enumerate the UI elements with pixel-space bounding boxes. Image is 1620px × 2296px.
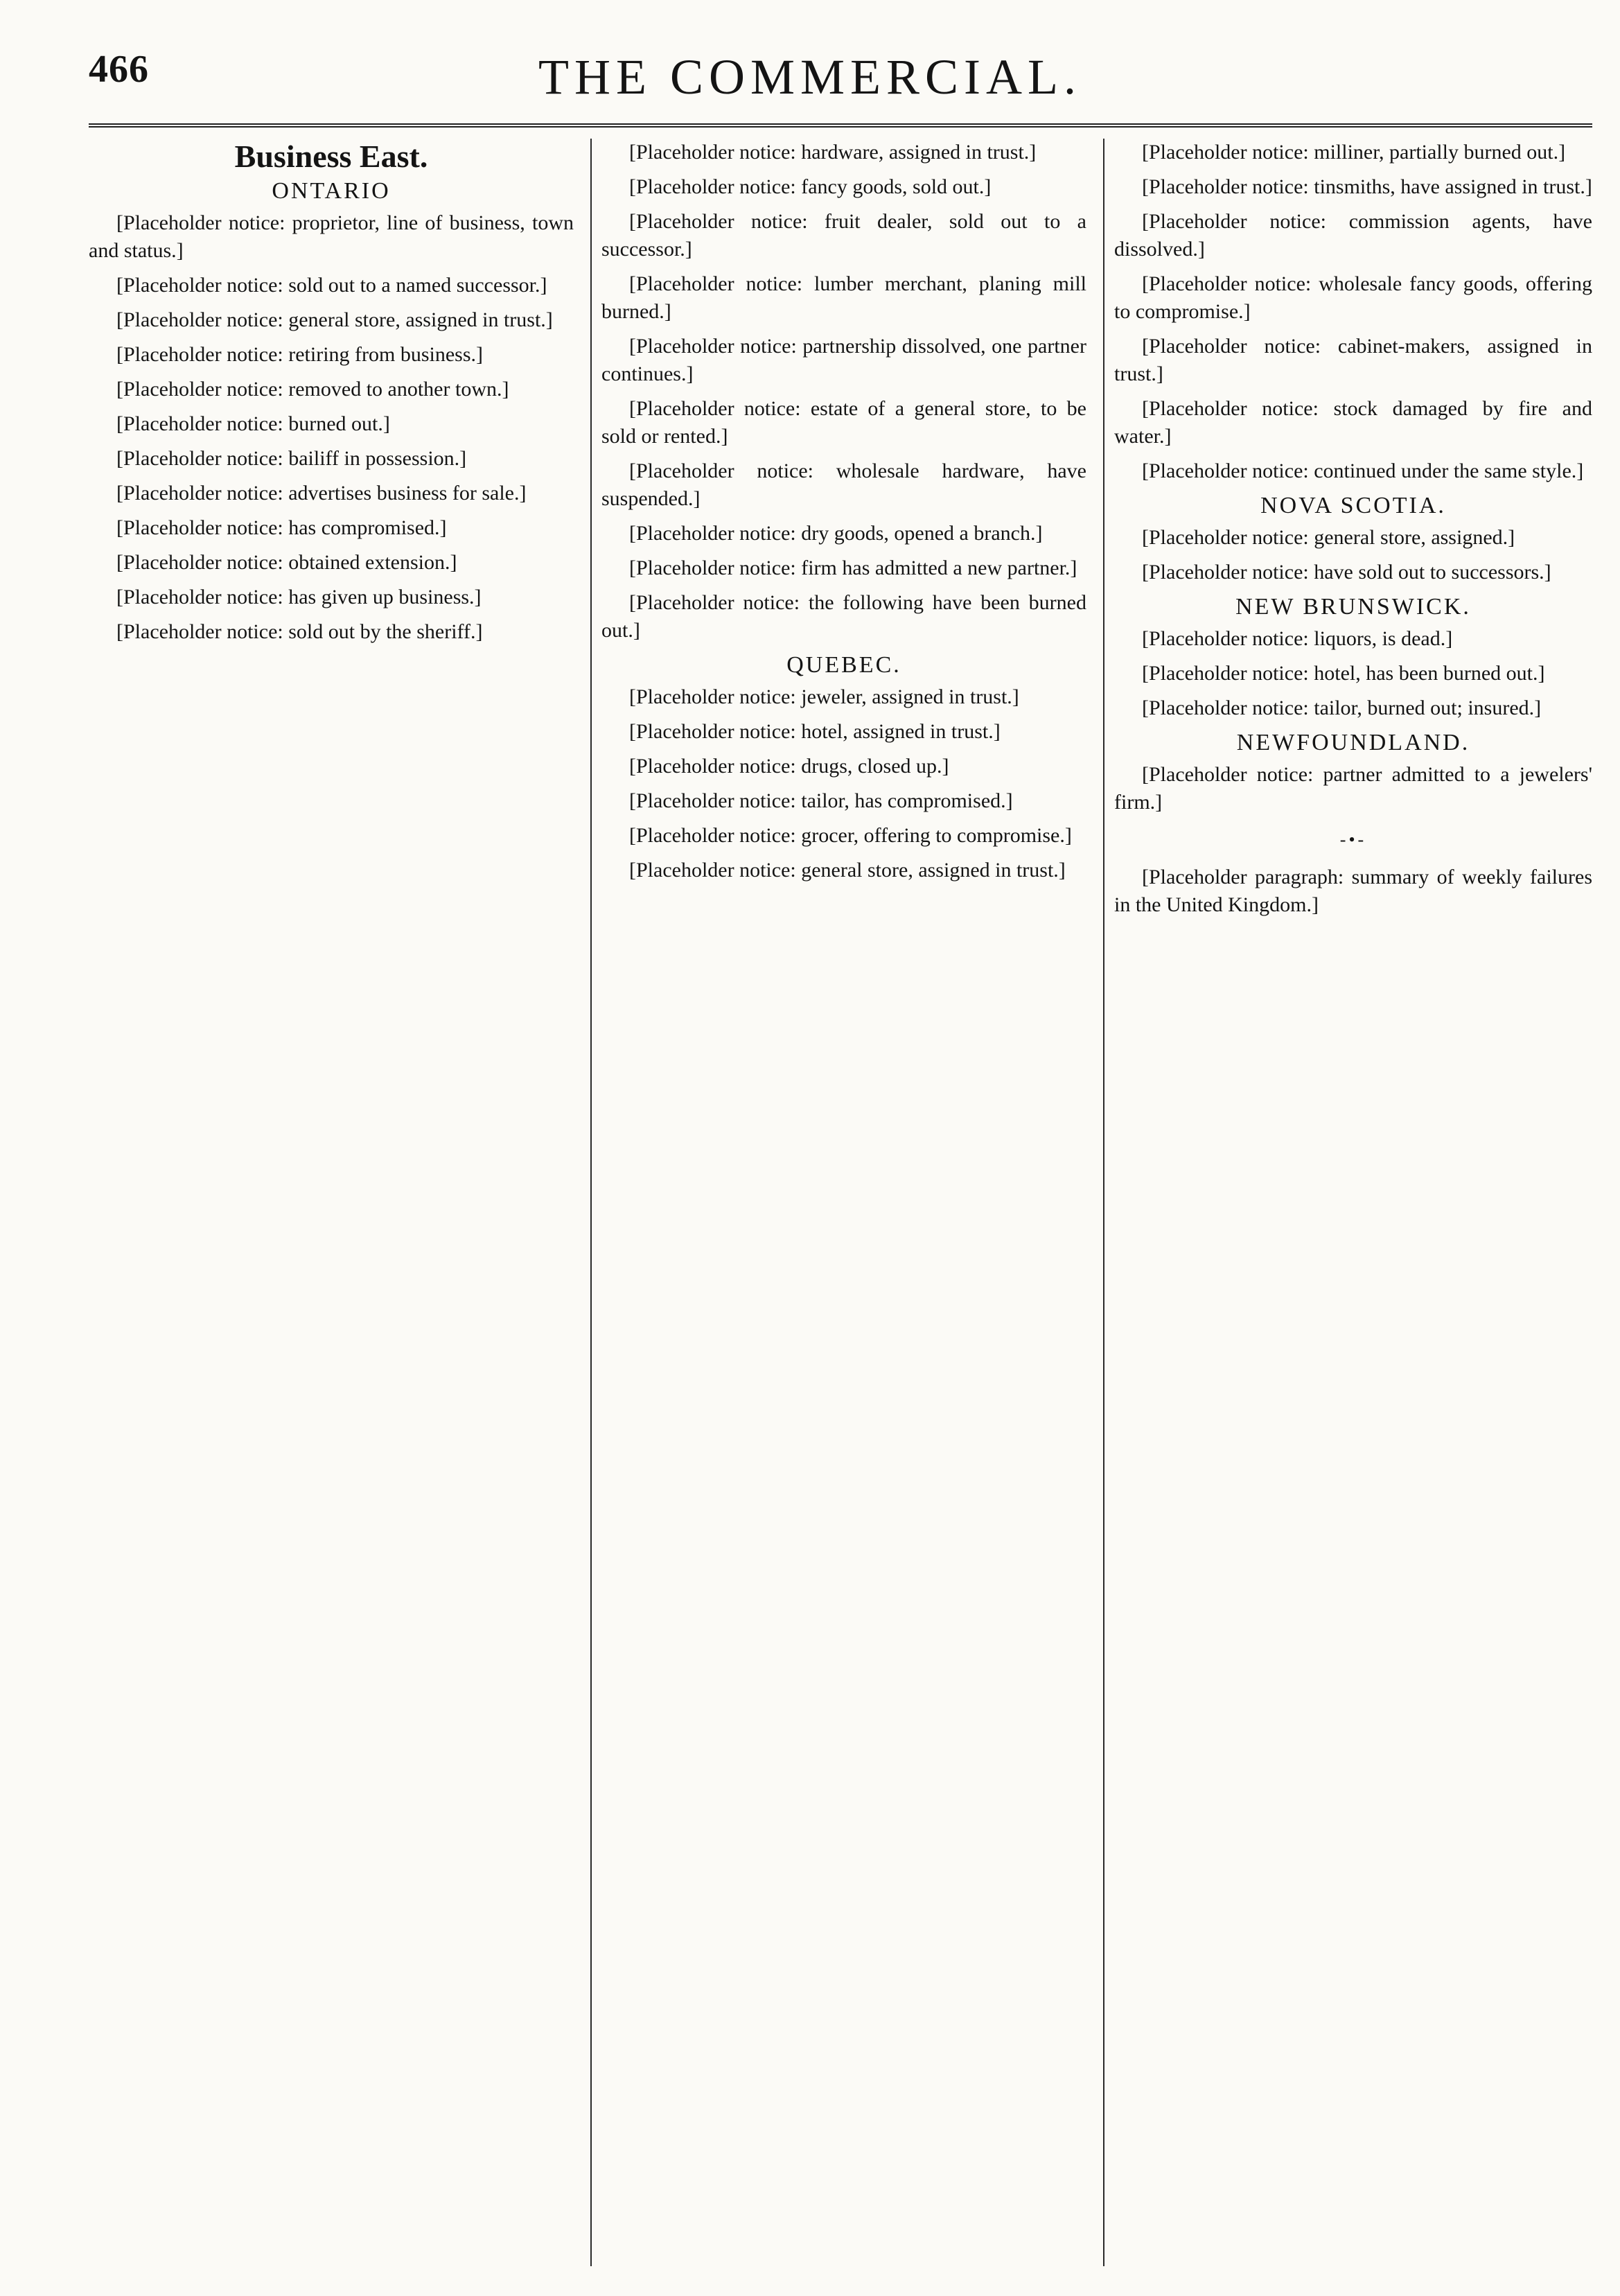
notice-paragraph: [Placeholder notice: bailiff in possession.] <box>116 447 467 470</box>
section-ornament: -•- <box>1339 830 1367 850</box>
notice-paragraph: [Placeholder notice: jeweler, assigned in trust.] <box>629 685 1019 708</box>
notice-paragraph: [Placeholder notice: stock damaged by fire and water.] <box>1114 397 1592 448</box>
notice-paragraph: [Placeholder notice: retiring from business.] <box>116 343 484 366</box>
notice-paragraph: [Placeholder notice: tailor, burned out; insured.] <box>1142 696 1542 719</box>
notice-paragraph: [Placeholder notice: removed to another town.] <box>116 378 509 401</box>
notice-paragraph: [Placeholder notice: cabinet-makers, assigned in trust.] <box>1114 335 1592 385</box>
notice-paragraph: [Placeholder notice: sold out to a named successor.] <box>116 274 547 297</box>
region-heading-quebec: QUEBEC. <box>786 652 901 678</box>
notice-paragraph: [Placeholder notice: commission agents, have dissolved.] <box>1114 210 1592 261</box>
department-title: Business East. <box>234 139 428 174</box>
column-rule <box>590 139 592 2266</box>
notice-list <box>1114 864 1592 919</box>
notice-paragraph: [Placeholder notice: liquors, is dead.] <box>1142 627 1453 650</box>
notice-paragraph: [Placeholder notice: hardware, assigned in trust.] <box>629 141 1037 164</box>
region-heading-new-brunswick: NEW BRUNSWICK. <box>1235 594 1471 620</box>
notice-paragraph: [Placeholder notice: general store, assigned.] <box>1142 526 1515 549</box>
notice-paragraph: [Placeholder notice: general store, assigned in trust.] <box>116 308 553 331</box>
notice-paragraph: [Placeholder notice: drugs, closed up.] <box>629 755 949 778</box>
notice-paragraph: [Placeholder notice: partner admitted to a jewelers' firm.] <box>1114 763 1592 814</box>
notice-paragraph: [Placeholder notice: estate of a general store, to be sold or rented.] <box>601 397 1086 448</box>
notice-paragraph: [Placeholder notice: grocer, offering to compromise.] <box>629 824 1072 847</box>
notice-paragraph: [Placeholder notice: sold out by the sheriff.] <box>116 620 483 643</box>
notice-paragraph: [Placeholder notice: obtained extension.] <box>116 551 457 574</box>
notice-paragraph: [Placeholder notice: wholesale fancy goods, offering to compromise.] <box>1114 272 1592 323</box>
notice-list <box>1114 524 1592 586</box>
region-heading-newfoundland: NEWFOUNDLAND. <box>1236 730 1470 755</box>
notice-paragraph: [Placeholder notice: has compromised.] <box>116 516 447 539</box>
notice-list <box>1114 139 1592 485</box>
notice-list <box>601 683 1086 884</box>
notice-paragraph: [Placeholder notice: advertises business for sale.] <box>116 482 527 505</box>
notice-paragraph: [Placeholder notice: burned out.] <box>116 412 390 435</box>
notice-list <box>89 209 574 646</box>
notice-paragraph: [Placeholder notice: tinsmiths, have assigned in trust.] <box>1142 175 1592 198</box>
notice-paragraph: [Placeholder notice: milliner, partially burned out.] <box>1142 141 1566 164</box>
notice-paragraph: [Placeholder notice: has given up business.] <box>116 586 482 608</box>
notice-paragraph: [Placeholder notice: hotel, has been burned out.] <box>1142 662 1545 685</box>
notice-list <box>1114 625 1592 722</box>
notice-paragraph: [Placeholder notice: tailor, has compromised.] <box>629 789 1013 812</box>
header-rule <box>89 123 1592 128</box>
column-2 <box>601 139 1086 2266</box>
column-3 <box>1114 139 1592 2266</box>
notice-paragraph: [Placeholder paragraph: summary of weekly failures in the United Kingdom.] <box>1114 866 1592 916</box>
masthead: THE COMMERCIAL. <box>538 49 1082 105</box>
notice-list <box>601 139 1086 645</box>
column-rule <box>1103 139 1104 2266</box>
notice-paragraph: [Placeholder notice: partnership dissolved, one partner continues.] <box>601 335 1086 385</box>
notice-paragraph: [Placeholder notice: wholesale hardware, have suspended.] <box>601 459 1086 510</box>
notice-paragraph: [Placeholder notice: fruit dealer, sold out to a successor.] <box>601 210 1086 261</box>
notice-paragraph: [Placeholder notice: fancy goods, sold out.] <box>629 175 992 198</box>
region-heading-ontario: ONTARIO <box>272 178 391 204</box>
notice-paragraph: [Placeholder notice: proprietor, line of business, town and status.] <box>89 211 574 262</box>
notice-paragraph: [Placeholder notice: general store, assigned in trust.] <box>629 859 1066 882</box>
notice-paragraph: [Placeholder notice: firm has admitted a new partner.] <box>629 557 1077 579</box>
column-1 <box>89 139 574 2266</box>
notice-paragraph: [Placeholder notice: the following have been burned out.] <box>601 591 1086 642</box>
notice-paragraph: [Placeholder notice: dry goods, opened a branch.] <box>629 522 1043 545</box>
notice-paragraph: [Placeholder notice: have sold out to successors.] <box>1142 561 1551 584</box>
notice-paragraph: [Placeholder notice: lumber merchant, planing mill burned.] <box>601 272 1086 323</box>
notice-paragraph: [Placeholder notice: continued under the same style.] <box>1142 459 1584 482</box>
notice-paragraph: [Placeholder notice: hotel, assigned in trust.] <box>629 720 1001 743</box>
region-heading-nova-scotia: NOVA SCOTIA. <box>1260 493 1446 518</box>
notice-list <box>1114 761 1592 816</box>
page-number: 466 <box>89 48 149 91</box>
